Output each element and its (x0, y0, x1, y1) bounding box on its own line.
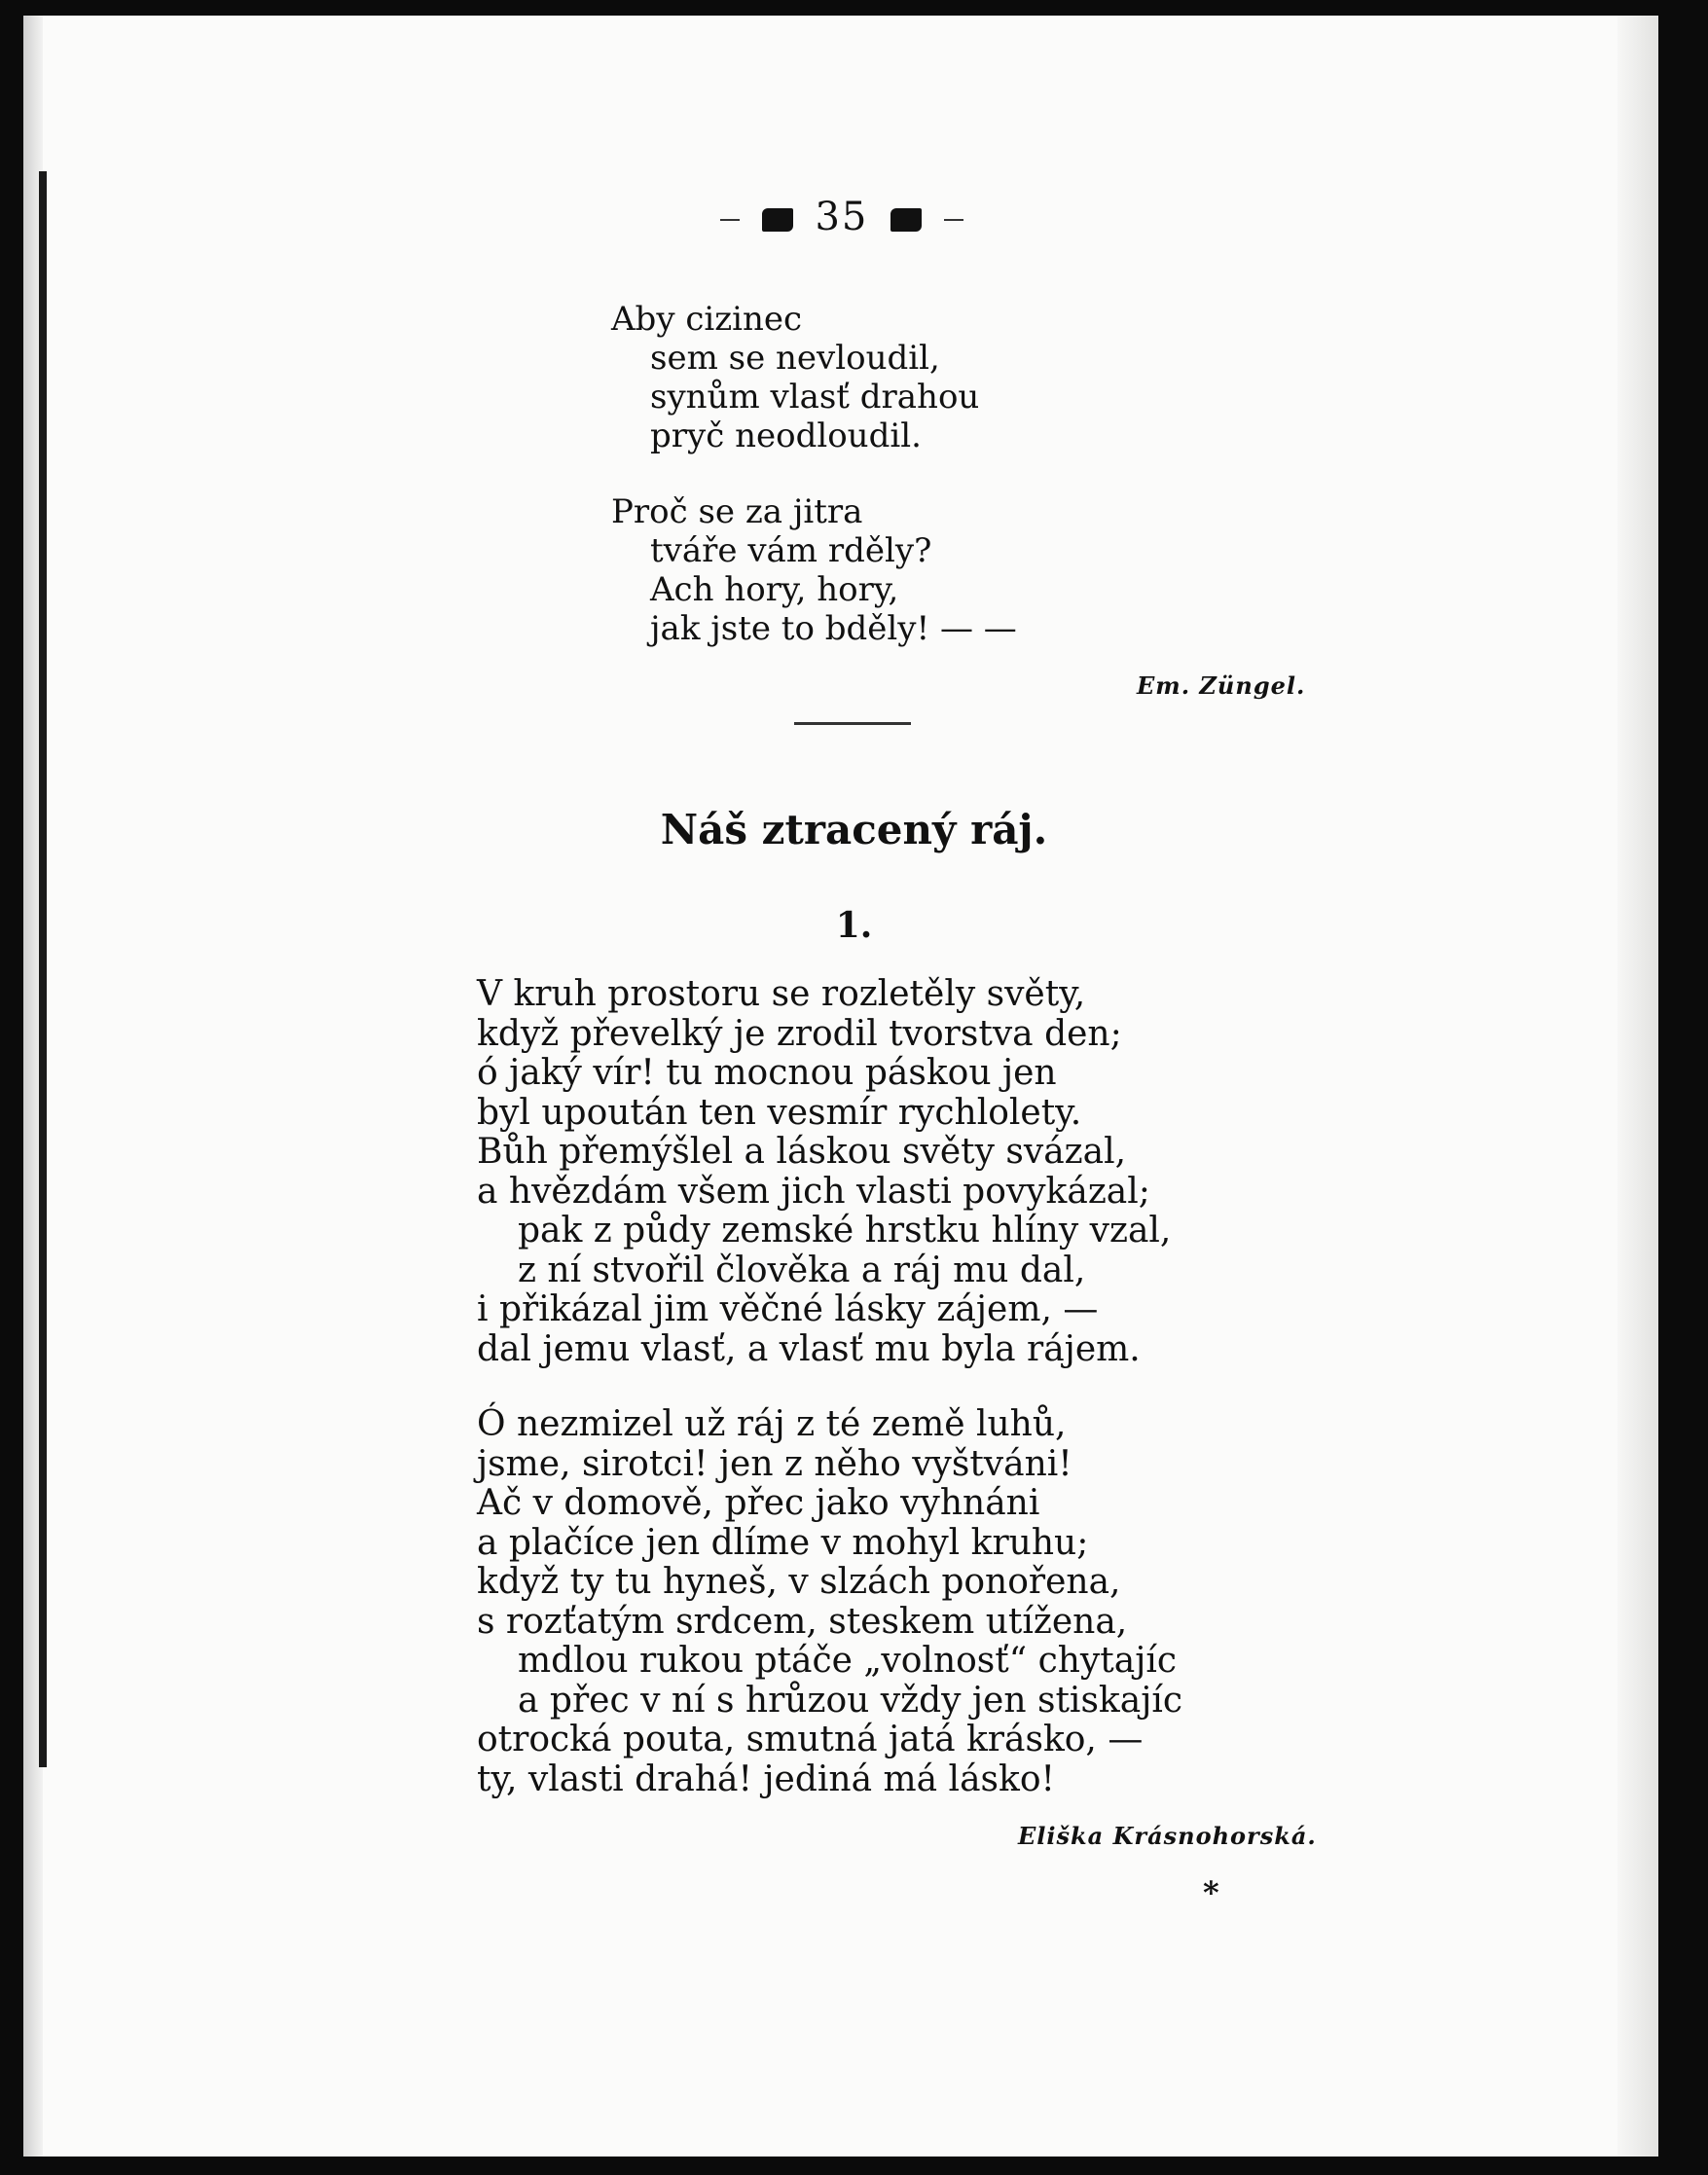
verse-line: i přikázal jim věčné lásky zájem, — (477, 1289, 1099, 1329)
verse-line: pak z půdy zemské hrstku hlíny vzal, (518, 1211, 1172, 1251)
verse-line: ty, vlasti drahá! jediná má lásko! (477, 1758, 1055, 1799)
verse-line: jsme, sirotci! jen z něho vyštváni! (477, 1443, 1072, 1484)
verse-line: byl upoután ten vesmír rychlolety. (477, 1092, 1082, 1133)
verse-line: ó jaký vír! tu mocnou páskou jen (477, 1053, 1057, 1093)
verse-line: jak jste to bděly! — — (650, 609, 1017, 648)
verse-line: s rozťatým srdcem, steskem utížena, (477, 1601, 1128, 1642)
binding-spine (39, 171, 47, 1767)
poem1-stanza-1 (611, 300, 979, 455)
poem2-author: Eliška Krásnohorská. (1018, 1822, 1317, 1850)
page-edge-right (1617, 16, 1658, 2157)
end-asterisk: * (1203, 1874, 1219, 1911)
verse-line: Proč se za jitra (611, 492, 863, 531)
verse-line: V kruh prostoru se rozletěly světy, (477, 974, 1086, 1014)
verse-line: když převelký je zrodil tvorstva den; (477, 1013, 1122, 1054)
poem1-stanza-2 (611, 492, 1017, 648)
header-dash-right (944, 219, 963, 221)
verse-line: sem se nevloudil, (650, 339, 940, 378)
section-number: 1. (835, 905, 873, 946)
poem1-author: Em. Züngel. (1137, 671, 1306, 700)
verse-line: otrocká pouta, smutná jatá krásko, — (477, 1720, 1144, 1759)
page-number: 35 (815, 195, 869, 239)
verse-line: z ní stvořil člověka a ráj mu dal, (518, 1250, 1086, 1290)
verse-line: a plačíce jen dlíme v mohyl kruhu; (477, 1522, 1089, 1563)
verse-line: synům vlasť drahou (650, 378, 980, 417)
verse-line: Ač v domově, přec jako vyhnáni (477, 1483, 1040, 1523)
verse-line: když ty tu hyneš, v slzách ponořena, (477, 1562, 1121, 1602)
verse-line: Ó nezmizel už ráj z té země luhů, (477, 1404, 1067, 1444)
verse-line: mdlou rukou ptáče „volnosť“ chytajíc (518, 1641, 1178, 1681)
verse-line: a hvězdám všem jich vlasti povykázal; (477, 1171, 1150, 1212)
poem-title: Náš ztracený ráj. (660, 806, 1048, 853)
page-header (720, 195, 963, 239)
header-dash-left (720, 219, 740, 221)
poem2-stanza-2 (477, 1405, 1182, 1799)
ornament-right-icon (890, 208, 922, 232)
verse-line: dal jemu vlasť, a vlasť mu byla rájem. (477, 1328, 1141, 1369)
section-divider (794, 722, 911, 725)
verse-line: a přec v ní s hrůzou vždy jen stiskajíc (518, 1680, 1183, 1721)
verse-line: Aby cizinec (611, 300, 803, 339)
poem2-stanza-1 (477, 975, 1171, 1369)
ornament-left-icon (762, 208, 793, 232)
verse-line: tváře vám rděly? (650, 531, 932, 570)
verse-line: pryč neodloudil. (650, 417, 922, 455)
verse-line: Bůh přemýšlel a láskou světy svázal, (477, 1132, 1127, 1172)
verse-line: Ach hory, hory, (650, 570, 899, 609)
